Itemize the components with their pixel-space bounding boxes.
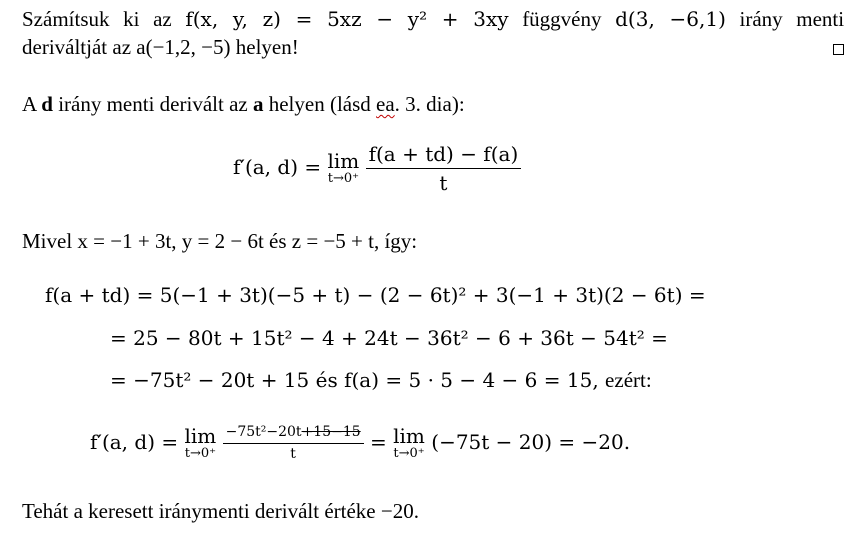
- problem-line-1: [22, 5, 844, 33]
- cancelled-terms: +15−15: [301, 424, 361, 440]
- formula1-denominator: t: [439, 171, 448, 195]
- word-6: menti: [796, 7, 845, 31]
- expansion-line-2: = 25 − 80t + 15t² − 4 + 24t − 36t² − 6 + 36t − 54t² =: [110, 326, 668, 350]
- problem-line-2: deriváltját az a(−1,2, −5) helyen!: [22, 35, 299, 59]
- word-2: ki: [123, 7, 140, 31]
- substitution-line: Mivel x = −1 + 3t, y = 2 − 6t és z = −5 + t, így:: [22, 229, 418, 253]
- function-definition: f(x, y, z) = 5xz − y² + 3xy: [185, 7, 509, 31]
- expansion-line-3: = −75t² − 20t + 15 és f(a) = 5 · 5 − 4 − 6 = 15, ezért:: [110, 368, 652, 392]
- formula2-numerator: −75t²−20t+15−15: [223, 424, 364, 444]
- formula2-result: (−75t − 20) = −20.: [431, 429, 631, 454]
- formula2-lhs: f′(a, d) =: [90, 429, 179, 454]
- formula2-limit-2: lim t→0⁺: [393, 423, 425, 461]
- limit-evaluation-formula: f′(a, d) = lim t→0⁺ $\frac{\text{−75t²−20t+15−15}}{t}$ = lim t→0⁺ (−75t − 20) = −20.: [90, 423, 631, 462]
- direction-vector: d(3, −6,1): [615, 7, 726, 31]
- formula2-denominator: t: [290, 445, 296, 462]
- formula1-fraction: [366, 142, 522, 195]
- fa-value: f(a) = 5 · 5 − 4 − 6 = 15,: [344, 368, 599, 392]
- formula2-limit: lim t→0⁺: [184, 423, 217, 461]
- word-4: függvény: [522, 7, 602, 31]
- vector-a: a: [252, 92, 264, 116]
- word-1: Számítsuk: [22, 7, 110, 31]
- conclusion-line: Tehát a keresett iránymenti derivált értéke −20.: [22, 499, 419, 523]
- formula1-limit: lim t→0⁺: [327, 149, 360, 187]
- expansion-line-1: f(a + td) = 5(−1 + 3t)(−5 + t) − (2 − 6t)² + 3(−1 + 3t)(2 − 6t) =: [45, 283, 706, 307]
- directional-derivative-formula: [233, 142, 521, 195]
- end-of-problem-box-icon: [833, 44, 844, 55]
- vector-d: d: [41, 92, 53, 116]
- spellcheck-word: ea: [376, 92, 395, 116]
- formula1-lhs: f′(a, d) =: [233, 155, 322, 179]
- word-3: az: [153, 7, 172, 31]
- intro-line: A d irány menti derivált az a helyen (lásd ea. 3. dia):: [22, 92, 465, 116]
- word-5: irány: [739, 7, 783, 31]
- formula1-numerator: f(a + td) − f(a): [366, 142, 522, 169]
- formula2-fraction: [223, 424, 364, 463]
